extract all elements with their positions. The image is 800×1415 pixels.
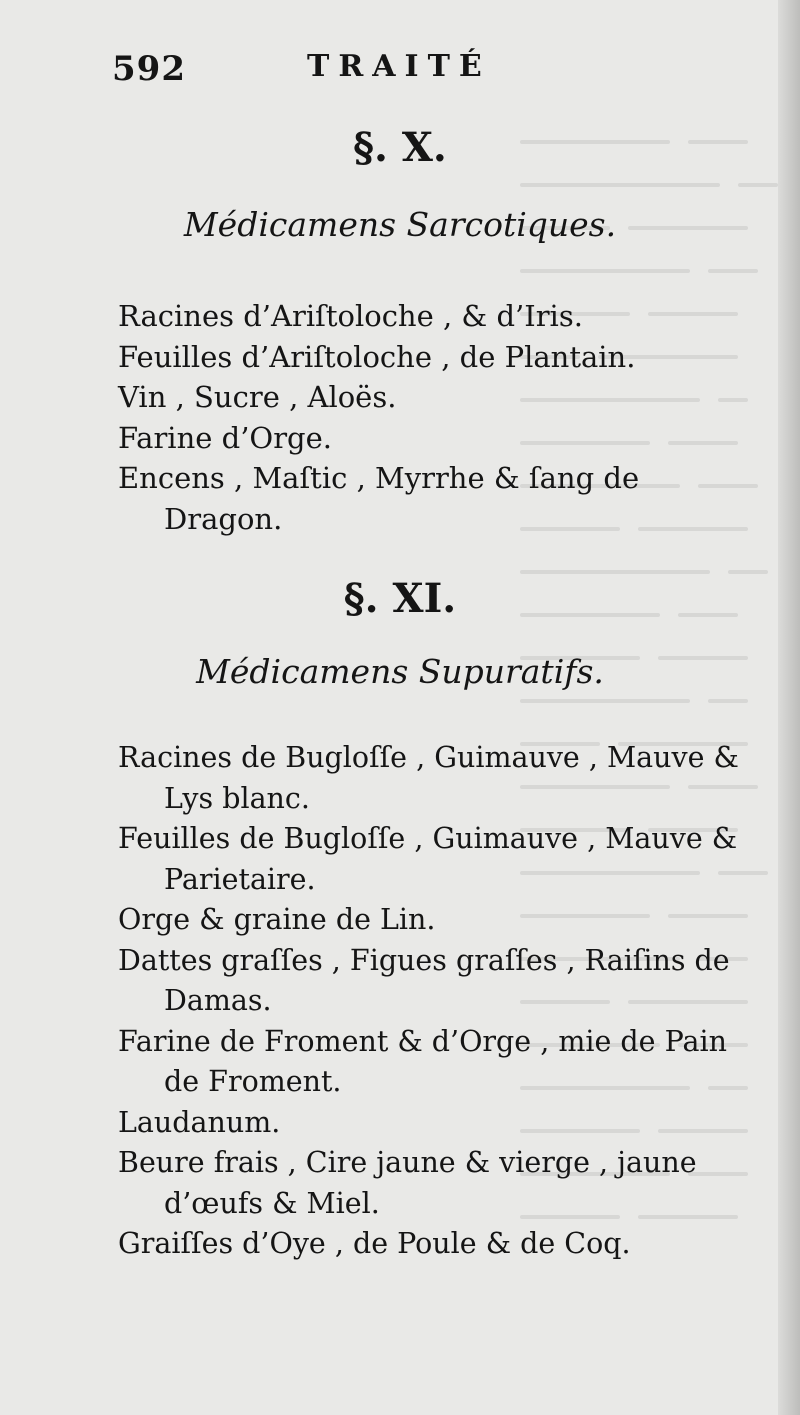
list-item: Racines d’Ariſtoloche , & d’Iris.	[118, 299, 583, 333]
running-title: TRAITÉ	[307, 49, 491, 84]
section-subtitle-xi: Médicamens Supuratifs.	[196, 652, 604, 691]
list-item: Farine d’Orge.	[118, 420, 333, 455]
section-heading-xi: §. XI.	[343, 575, 457, 622]
list-item: Orge & graine de Lin.	[118, 903, 436, 936]
list-item: Feuilles d’Ariſtoloche , de Plantain.	[118, 339, 636, 374]
section-subtitle-x: Médicamens Sarcotiques.	[183, 205, 617, 244]
list-item: Feuilles de Bugloſſe , Guimauve , Mauve & Parietaire.	[118, 822, 738, 896]
list-item: Laudanum.	[118, 1105, 281, 1139]
list-item: Farine de Froment & d’Orge , mie de Pain de Froment.	[118, 1024, 727, 1098]
list-item: Racines de Bugloſſe , Guimauve , Mauve & Lys blanc.	[118, 741, 739, 815]
entry-list-supuratifs	[118, 738, 758, 1265]
list-item: Encens , Maſtic , Myrrhe & ſang de Dragon.	[118, 461, 640, 536]
list-item: Vin , Sucre , Aloës.	[118, 380, 397, 414]
list-item: Beure frais , Cire jaune & vierge , jaune d’œufs & Miel.	[118, 1146, 697, 1220]
page-number: 592	[112, 49, 186, 89]
section-heading-x: §. X.	[353, 124, 447, 171]
list-item: Dattes graſſes , Figues graſſes , Raiſins de Damas.	[118, 943, 730, 1017]
list-item: Graiſſes d’Oye , de Poule & de Coq.	[118, 1227, 631, 1260]
entry-list-sarcotiques	[118, 296, 758, 539]
running-head	[112, 45, 672, 95]
